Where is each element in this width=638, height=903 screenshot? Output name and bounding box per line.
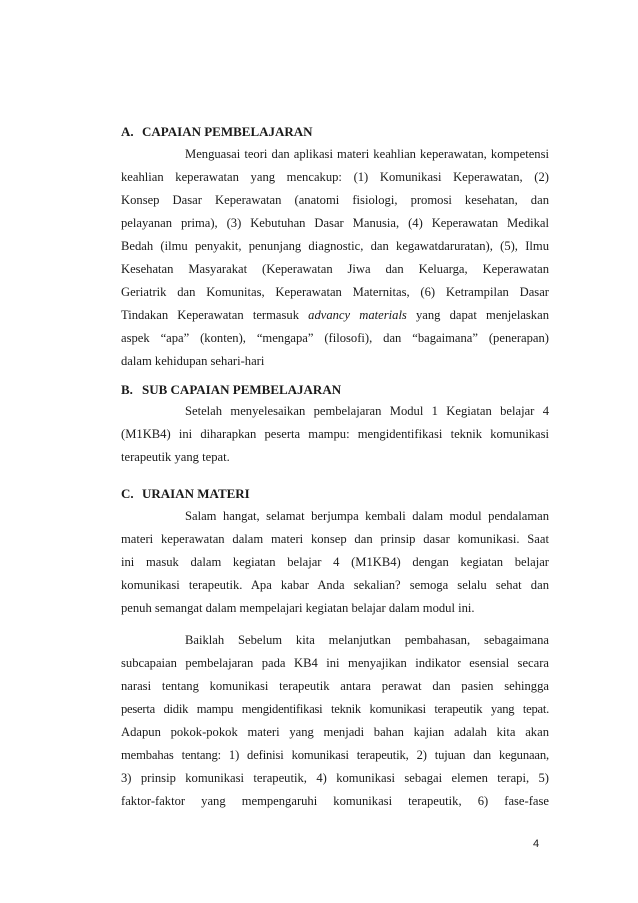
section-letter: A. — [121, 124, 134, 139]
paragraph-line: Geriatrik dan Komunitas, Keperawatan Maternitas, (6) Ketrampilan Dasar — [121, 285, 549, 299]
text-run: yang dapat menjelaskan — [416, 308, 549, 322]
section-a — [121, 123, 549, 368]
paragraph-line: ini masuk dalam kegiatan belajar 4 (M1KB4) dengan kegiatan belajar — [121, 555, 549, 569]
paragraph-line: faktor-faktor yang mempengaruhi komunikasi terapeutik, 6) fase-fase — [121, 794, 549, 808]
paragraph-line: subcapaian pembelajaran pada KB4 ini menyajikan indikator esensial secara — [121, 656, 549, 670]
paragraph-line: penuh semangat dalam mempelajari kegiatan belajar dalam modul ini. — [121, 601, 475, 615]
paragraph-line: membahas tentang: 1) definisi komunikasi terapeutik, 2) tujuan dan kegunaan, — [121, 748, 549, 762]
paragraph-line: dalam kehidupan sehari-hari — [121, 354, 265, 368]
paragraph-line — [121, 307, 549, 323]
section-b — [121, 381, 549, 464]
paragraph-line: materi keperawatan dalam materi konsep dan prinsip dasar komunikasi. Saat — [121, 532, 549, 546]
section-heading — [121, 381, 549, 398]
section-title: SUB CAPAIAN PEMBELAJARAN — [142, 382, 342, 397]
text-run: Tindakan Keperawatan termasuk — [121, 308, 299, 322]
paragraph-line: Kesehatan Masyarakat (Keperawatan Jiwa dan Keluarga, Keperawatan — [121, 262, 549, 276]
section-title: CAPAIAN PEMBELAJARAN — [142, 124, 313, 139]
paragraph-line: Salam hangat, selamat berjumpa kembali dalam modul pendalaman — [185, 509, 549, 523]
paragraph-line: aspek “apa” (konten), “mengapa” (filosofi), dan “bagaimana” (penerapan) — [121, 331, 549, 345]
page-number: 4 — [533, 838, 540, 850]
section-title: URAIAN MATERI — [142, 486, 250, 501]
paragraph-line: pelayanan prima), (3) Kebutuhan Dasar Manusia, (4) Keperawatan Medikal — [121, 216, 549, 230]
section-letter: C. — [121, 486, 134, 501]
paragraph-line: Bedah (ilmu penyakit, penunjang diagnostic, dan kegawatdaruratan), (5), Ilmu — [121, 239, 549, 253]
paragraph-line: keahlian keperawatan yang mencakup: (1) Komunikasi Keperawatan, (2) — [121, 170, 549, 184]
paragraph-line: komunikasi terapeutik. Apa kabar Anda sekalian? semoga selalu sehat dan — [121, 578, 549, 592]
section-c — [121, 485, 549, 808]
section-heading — [121, 123, 549, 140]
paragraph-line: peserta didik mampu mengidentifikasi teknik komunikasi terapeutik yang tepat. — [121, 702, 549, 716]
paragraph-line: Setelah menyelesaikan pembelajaran Modul 1 Kegiatan belajar 4 — [185, 404, 549, 418]
paragraph-line: 3) prinsip komunikasi terapeutik, 4) komunikasi sebagai elemen terapi, 5) — [121, 771, 549, 785]
section-letter: B. — [121, 382, 133, 397]
paragraph-line: Adapun pokok-pokok materi yang menjadi bahan kajian adalah kita akan — [121, 725, 549, 739]
paragraph-line: Konsep Dasar Keperawatan (anatomi fisiologi, promosi kesehatan, dan — [121, 193, 549, 207]
paragraph-line: (M1KB4) ini diharapkan peserta mampu: mengidentifikasi teknik komunikasi — [121, 427, 549, 441]
section-heading — [121, 485, 549, 502]
paragraph-line: narasi tentang komunikasi terapeutik antara perawat dan pasien sehingga — [121, 679, 549, 693]
paragraph-line: Baiklah Sebelum kita melanjutkan pembahasan, sebagaimana — [185, 633, 549, 647]
paragraph-line: terapeutik yang tepat. — [121, 450, 230, 464]
paragraph-line: Menguasai teori dan aplikasi materi keahlian keperawatan, kompetensi — [185, 147, 549, 161]
italic-term: advancy materials — [308, 308, 407, 322]
